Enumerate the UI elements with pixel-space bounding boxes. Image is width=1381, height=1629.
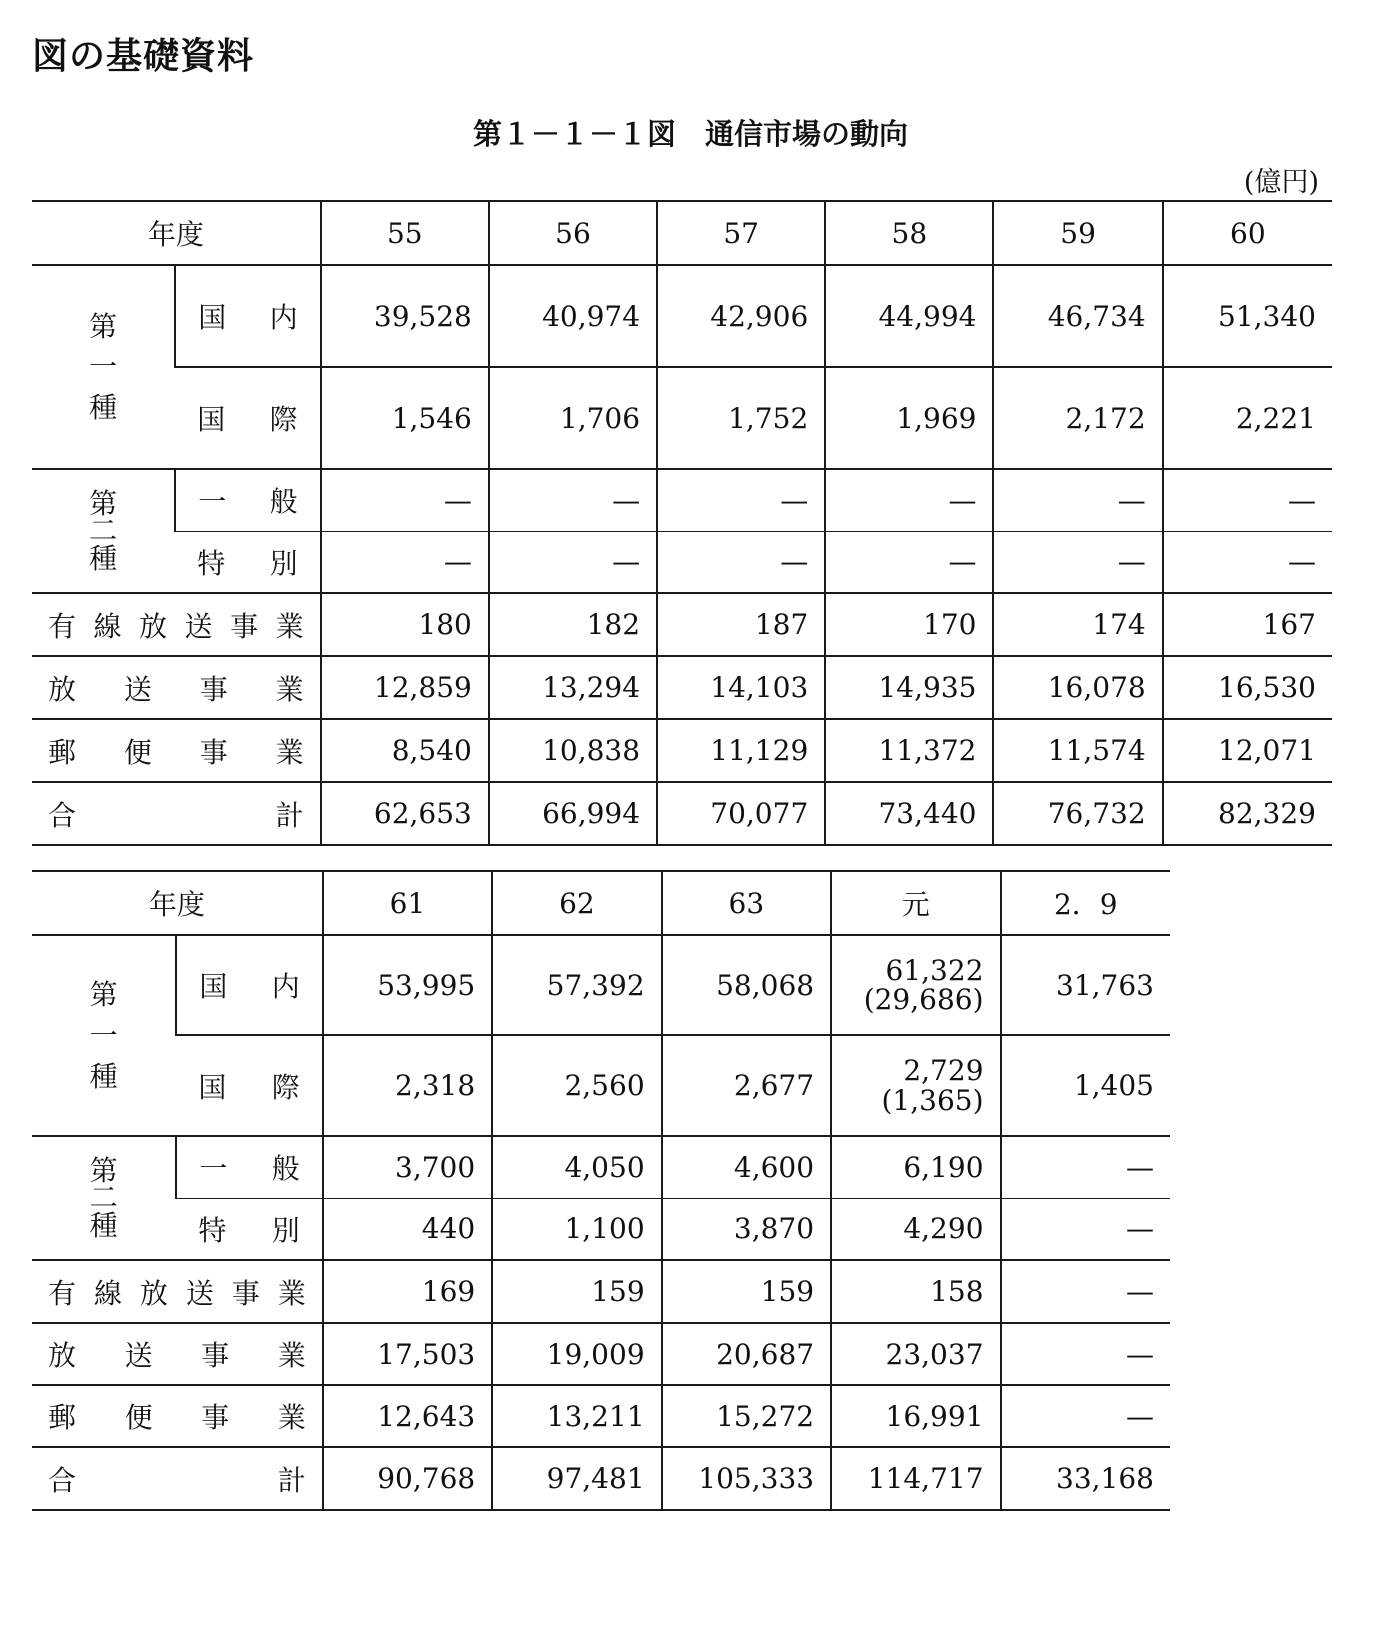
data-cell: — bbox=[489, 469, 657, 531]
data-cell: 4,290 bbox=[831, 1198, 1000, 1260]
data-cell: 1,706 bbox=[489, 367, 657, 469]
data-cell: 42,906 bbox=[657, 265, 825, 367]
row-label-special: 特 別 bbox=[176, 1198, 322, 1260]
unit-label: (億円) bbox=[1243, 167, 1319, 198]
data-cell: 23,037 bbox=[831, 1323, 1000, 1385]
data-cell: 174 bbox=[993, 593, 1162, 656]
year-cell: 63 bbox=[662, 871, 831, 935]
data-cell: 159 bbox=[492, 1260, 661, 1323]
year-cell: 59 bbox=[993, 201, 1162, 265]
group-type2-label: 第 二 種 bbox=[32, 1136, 176, 1260]
data-cell: 169 bbox=[323, 1260, 492, 1323]
data-cell: — bbox=[993, 531, 1162, 593]
table-row-total bbox=[32, 782, 1332, 845]
data-cell: — bbox=[321, 469, 489, 531]
data-cell: 2,221 bbox=[1163, 367, 1332, 469]
row-label-cable: 有 線 放 送 事 業 bbox=[32, 1260, 323, 1323]
data-cell: — bbox=[489, 531, 657, 593]
year-cell: 62 bbox=[492, 871, 661, 935]
year-header-label: 年度 bbox=[32, 201, 321, 265]
data-cell: 11,129 bbox=[657, 719, 825, 782]
row-label-special: 特 別 bbox=[175, 531, 320, 593]
data-cell: 3,700 bbox=[323, 1136, 492, 1198]
data-cell: 6,190 bbox=[831, 1136, 1000, 1198]
table-row-cable bbox=[32, 593, 1332, 656]
row-label-general: 一 般 bbox=[176, 1136, 322, 1198]
data-cell: — bbox=[657, 469, 825, 531]
data-cell: — bbox=[1001, 1260, 1170, 1323]
data-value: 2,729 bbox=[903, 1054, 984, 1088]
market-table-2 bbox=[32, 870, 1170, 1511]
year-cell: 55 bbox=[321, 201, 489, 265]
data-cell: 66,994 bbox=[489, 782, 657, 845]
year-cell: 61 bbox=[323, 871, 492, 935]
row-label-domestic: 国 内 bbox=[175, 265, 320, 367]
table-row-international bbox=[32, 367, 1332, 469]
row-label-broadcast: 放 送 事 業 bbox=[32, 656, 321, 719]
data-cell: 11,574 bbox=[993, 719, 1162, 782]
data-cell: 16,530 bbox=[1163, 656, 1332, 719]
data-cell: 20,687 bbox=[662, 1323, 831, 1385]
row-label-cable: 有 線 放 送 事 業 bbox=[32, 593, 321, 656]
data-cell: 15,272 bbox=[662, 1385, 831, 1447]
data-cell: — bbox=[657, 531, 825, 593]
row-label-general: 一 般 bbox=[175, 469, 320, 531]
data-cell-with-note bbox=[831, 1035, 1000, 1136]
data-cell: 1,100 bbox=[492, 1198, 661, 1260]
group-type1-label: 第 一 種 bbox=[32, 935, 176, 1136]
data-cell: 10,838 bbox=[489, 719, 657, 782]
data-cell: 170 bbox=[825, 593, 993, 656]
market-table-1 bbox=[32, 200, 1332, 846]
data-cell: 159 bbox=[662, 1260, 831, 1323]
table-row-domestic bbox=[32, 265, 1332, 367]
data-cell: 4,050 bbox=[492, 1136, 661, 1198]
data-cell: 167 bbox=[1163, 593, 1332, 656]
row-label-broadcast: 放 送 事 業 bbox=[32, 1323, 323, 1385]
data-cell: 39,528 bbox=[321, 265, 489, 367]
parenthetical-note: (29,686) bbox=[863, 983, 984, 1016]
table-row-special bbox=[32, 1198, 1170, 1260]
data-cell: — bbox=[993, 469, 1162, 531]
data-cell: 57,392 bbox=[492, 935, 661, 1035]
data-cell: 2,560 bbox=[492, 1035, 661, 1136]
data-cell: 16,078 bbox=[993, 656, 1162, 719]
data-cell: 58,068 bbox=[662, 935, 831, 1035]
table-row-total bbox=[32, 1447, 1170, 1510]
data-value: 61,322 bbox=[885, 953, 984, 987]
data-cell: 14,103 bbox=[657, 656, 825, 719]
row-label-domestic: 国 内 bbox=[176, 935, 322, 1035]
data-cell: 1,405 bbox=[1001, 1035, 1170, 1136]
data-cell: 114,717 bbox=[831, 1447, 1000, 1510]
data-cell: 11,372 bbox=[825, 719, 993, 782]
data-cell: 440 bbox=[323, 1198, 492, 1260]
data-cell: 62,653 bbox=[321, 782, 489, 845]
year-cell: 2．9 bbox=[1001, 871, 1170, 935]
page-heading: 図の基礎資料 bbox=[32, 36, 255, 77]
data-cell: 2,677 bbox=[662, 1035, 831, 1136]
table-row-broadcast bbox=[32, 1323, 1170, 1385]
data-cell: 4,600 bbox=[662, 1136, 831, 1198]
data-cell: 33,168 bbox=[1001, 1447, 1170, 1510]
table-row-international bbox=[32, 1035, 1170, 1136]
year-cell: 57 bbox=[657, 201, 825, 265]
year-cell: 56 bbox=[489, 201, 657, 265]
data-cell: 16,991 bbox=[831, 1385, 1000, 1447]
data-cell: 1,752 bbox=[657, 367, 825, 469]
data-cell: 40,974 bbox=[489, 265, 657, 367]
data-cell: 17,503 bbox=[323, 1323, 492, 1385]
data-cell: 12,859 bbox=[321, 656, 489, 719]
data-cell: 12,643 bbox=[323, 1385, 492, 1447]
data-cell: 97,481 bbox=[492, 1447, 661, 1510]
data-cell: — bbox=[1001, 1385, 1170, 1447]
data-cell: 105,333 bbox=[662, 1447, 831, 1510]
data-cell: 158 bbox=[831, 1260, 1000, 1323]
data-cell: — bbox=[1001, 1136, 1170, 1198]
year-cell: 58 bbox=[825, 201, 993, 265]
table-row-cable bbox=[32, 1260, 1170, 1323]
data-cell: 3,870 bbox=[662, 1198, 831, 1260]
data-cell: 70,077 bbox=[657, 782, 825, 845]
data-cell: 31,763 bbox=[1001, 935, 1170, 1035]
row-label-postal: 郵 便 事 業 bbox=[32, 719, 321, 782]
data-cell: 1,969 bbox=[825, 367, 993, 469]
data-cell: 44,994 bbox=[825, 265, 993, 367]
parenthetical-note: (1,365) bbox=[881, 1083, 984, 1117]
data-cell: 76,732 bbox=[993, 782, 1162, 845]
data-cell: — bbox=[825, 531, 993, 593]
data-cell: 2,318 bbox=[323, 1035, 492, 1136]
row-label-international: 国 際 bbox=[175, 367, 320, 469]
year-header-row bbox=[32, 871, 1170, 935]
data-cell: 46,734 bbox=[993, 265, 1162, 367]
data-cell: 90,768 bbox=[323, 1447, 492, 1510]
year-cell: 元 bbox=[831, 871, 1000, 935]
data-cell: 8,540 bbox=[321, 719, 489, 782]
table-row-special bbox=[32, 531, 1332, 593]
table-row-general bbox=[32, 1136, 1170, 1198]
data-cell: 187 bbox=[657, 593, 825, 656]
data-cell: 1,546 bbox=[321, 367, 489, 469]
row-label-total: 合 計 bbox=[32, 1447, 323, 1510]
table-row-postal bbox=[32, 719, 1332, 782]
row-label-postal: 郵 便 事 業 bbox=[32, 1385, 323, 1447]
figure-title: 第１－１－１図 通信市場の動向 bbox=[472, 117, 908, 151]
data-cell: 180 bbox=[321, 593, 489, 656]
data-cell: 82,329 bbox=[1163, 782, 1332, 845]
data-cell: 12,071 bbox=[1163, 719, 1332, 782]
data-cell: — bbox=[1001, 1198, 1170, 1260]
data-cell: 53,995 bbox=[323, 935, 492, 1035]
year-cell: 60 bbox=[1163, 201, 1332, 265]
data-cell: — bbox=[825, 469, 993, 531]
row-label-international: 国 際 bbox=[176, 1035, 322, 1136]
data-cell: 51,340 bbox=[1163, 265, 1332, 367]
row-label-total: 合 計 bbox=[32, 782, 321, 845]
data-cell: 14,935 bbox=[825, 656, 993, 719]
data-cell-with-note bbox=[831, 935, 1000, 1035]
table-row-postal bbox=[32, 1385, 1170, 1447]
data-cell: — bbox=[321, 531, 489, 593]
data-cell: 73,440 bbox=[825, 782, 993, 845]
table-row-general bbox=[32, 469, 1332, 531]
data-cell: 182 bbox=[489, 593, 657, 656]
data-cell: 2,172 bbox=[993, 367, 1162, 469]
group-type2-label: 第 二 種 bbox=[32, 469, 175, 593]
data-cell: — bbox=[1163, 531, 1332, 593]
table-row-domestic bbox=[32, 935, 1170, 1035]
data-cell: — bbox=[1163, 469, 1332, 531]
table-row-broadcast bbox=[32, 656, 1332, 719]
data-cell: 13,294 bbox=[489, 656, 657, 719]
year-header-row bbox=[32, 201, 1332, 265]
data-cell: 13,211 bbox=[492, 1385, 661, 1447]
group-type1-label: 第 一 種 bbox=[32, 265, 175, 469]
data-cell: 19,009 bbox=[492, 1323, 661, 1385]
year-header-label: 年度 bbox=[32, 871, 323, 935]
data-cell: — bbox=[1001, 1323, 1170, 1385]
